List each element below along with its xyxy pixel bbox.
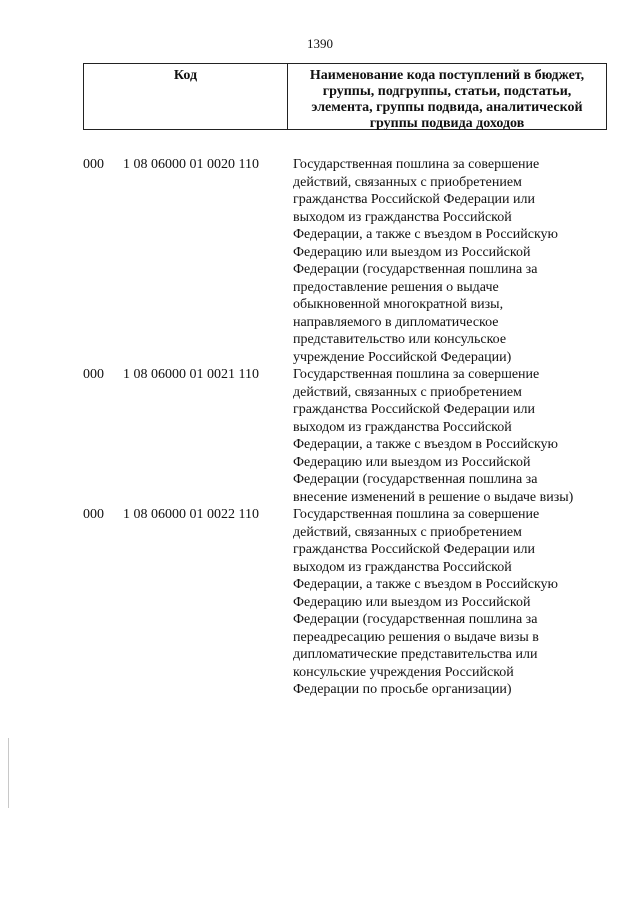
description-cell — [293, 156, 604, 366]
description-line: выходом из гражданства Российской — [293, 419, 512, 435]
admin-code-cell: 000 — [83, 157, 104, 172]
table-row — [83, 366, 607, 506]
description-line: переадресацию решения о выдаче визы в — [293, 629, 539, 645]
description-cell — [293, 506, 604, 699]
description-line: Государственная пошлина за совершение — [293, 507, 540, 522]
description-line: гражданства Российской Федерации или — [293, 192, 536, 207]
description-line: выходом из гражданства Российской — [293, 559, 512, 575]
header-name-cell — [288, 64, 606, 129]
description-line: представительство или консульское — [293, 332, 507, 347]
table-row — [83, 506, 607, 699]
table-row — [83, 156, 607, 366]
description-line: учреждение Российской Федерации) — [293, 349, 512, 365]
description-line: Федерации, а также с въездом в Российскую — [293, 437, 559, 452]
description-line: консульские учреждения Российской — [293, 664, 514, 680]
description-line: Федерации по просьбе организации) — [293, 682, 512, 697]
header-name-line: Наименование кода поступлений в бюджет, — [309, 68, 585, 83]
description-line: Федерации (государственная пошлина за — [293, 262, 538, 277]
description-line: предоставление решения о выдаче — [293, 279, 499, 295]
scan-margin-mark — [8, 738, 9, 808]
description-line: Государственная пошлина за совершение — [293, 157, 540, 172]
description-line: Федерации, а также с въездом в Российскую — [293, 227, 559, 242]
description-line: действий, связанных с приобретением — [293, 174, 522, 190]
header-name-line: группы подвида доходов — [369, 116, 525, 131]
description-cell — [293, 366, 604, 506]
description-line: дипломатические представительства или — [293, 647, 538, 662]
page-number: 1390 — [307, 36, 333, 51]
description-line: Федерации (государственная пошлина за — [293, 472, 538, 487]
description-line: Государственная пошлина за совершение — [293, 367, 540, 382]
revenue-code-cell: 1 08 06000 01 0021 110 — [123, 367, 259, 382]
description-line: гражданства Российской Федерации или — [293, 402, 536, 417]
description-line: гражданства Российской Федерации или — [293, 542, 536, 557]
description-line: действий, связанных с приобретением — [293, 524, 522, 540]
description-line: действий, связанных с приобретением — [293, 384, 522, 400]
table-header — [83, 63, 607, 130]
description-line: Федерации, а также с въездом в Российскую — [293, 577, 559, 592]
header-name-line: группы, подгруппы, статьи, подстатьи, — [322, 84, 572, 99]
description-line: обыкновенной многократной визы, — [293, 297, 504, 312]
revenue-code-cell: 1 08 06000 01 0022 110 — [123, 507, 259, 522]
description-line: внесение изменений в решение о выдаче визы) — [293, 489, 574, 505]
description-line: Федерацию или выездом из Российской — [293, 454, 531, 470]
admin-code-cell: 000 — [83, 367, 104, 382]
header-code-cell: Код — [84, 64, 288, 129]
header-name-line: элемента, группы подвида, аналитической — [311, 100, 583, 115]
table-body — [83, 156, 607, 699]
description-line: направляемого в дипломатическое — [293, 314, 499, 330]
revenue-code-cell: 1 08 06000 01 0020 110 — [123, 157, 259, 172]
description-line: Федерацию или выездом из Российской — [293, 594, 531, 610]
description-line: Федерацию или выездом из Российской — [293, 244, 531, 260]
description-line: выходом из гражданства Российской — [293, 209, 512, 225]
description-line: Федерации (государственная пошлина за — [293, 612, 538, 627]
admin-code-cell: 000 — [83, 507, 104, 522]
